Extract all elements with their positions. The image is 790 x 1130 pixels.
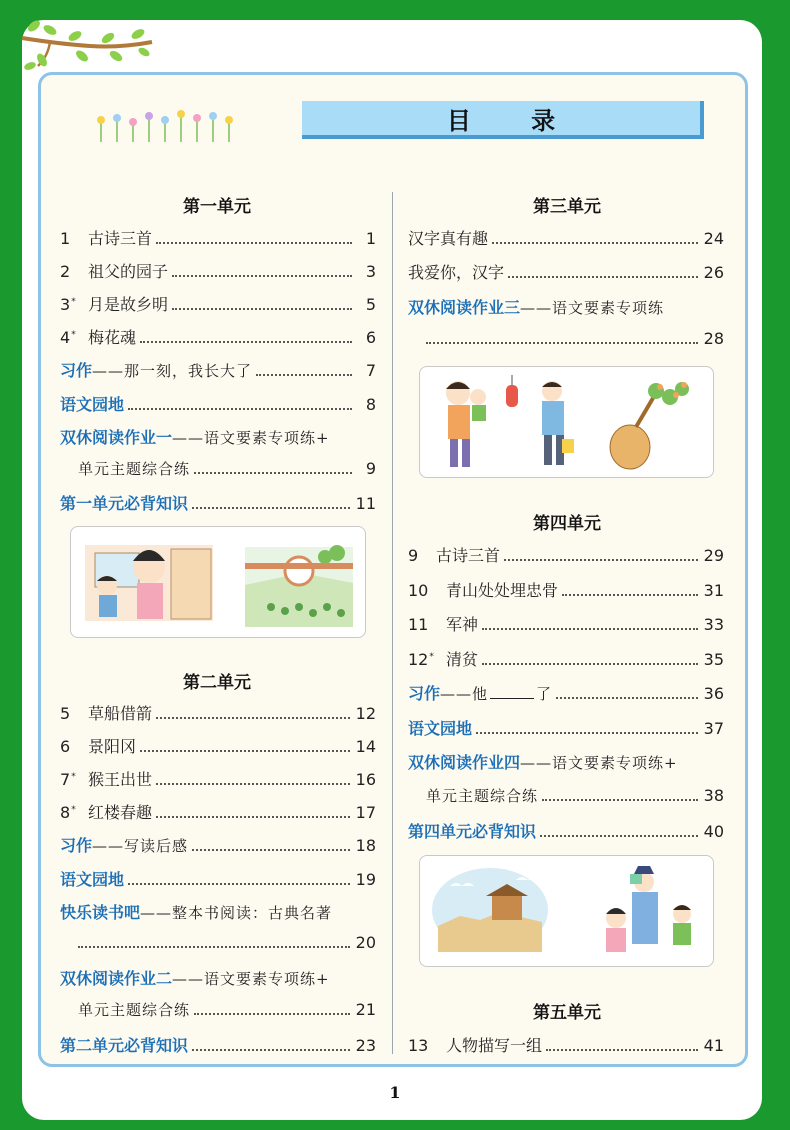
illustration-unit1 bbox=[70, 526, 366, 638]
star-mark: * bbox=[71, 296, 76, 307]
leader-dots bbox=[128, 883, 350, 885]
leader-dots bbox=[156, 717, 350, 719]
leader-dots bbox=[562, 594, 698, 596]
leader-dots bbox=[540, 835, 698, 837]
leader-dots bbox=[156, 783, 350, 785]
toc-entry[interactable] bbox=[408, 578, 724, 600]
star-mark: * bbox=[71, 804, 76, 815]
star-mark: * bbox=[71, 771, 76, 782]
toc-entry[interactable] bbox=[60, 966, 376, 988]
page-ref: 28 bbox=[703, 329, 724, 348]
page-ref: 35 bbox=[703, 650, 724, 669]
section-subtitle: ——语文要素专项练+ bbox=[172, 429, 330, 447]
section-title: 双休阅读作业三 bbox=[408, 298, 521, 317]
section-title: 快乐读书吧 bbox=[60, 903, 141, 922]
lesson-title: 草船借箭 bbox=[88, 704, 153, 723]
page-number: 1 bbox=[389, 1083, 401, 1102]
section-title: 习作 bbox=[408, 684, 441, 703]
section-subtitle: ——语文要素专项练+ bbox=[520, 754, 678, 772]
page-ref: 16 bbox=[355, 770, 376, 789]
section-subtitle: ——那一刻，我长大了 bbox=[92, 362, 253, 380]
toc-entry[interactable] bbox=[408, 1033, 724, 1055]
lesson-title: 古诗三首 bbox=[88, 229, 153, 248]
section-subtitle: 单元主题综合练 bbox=[78, 1001, 191, 1019]
star-mark: * bbox=[71, 329, 76, 340]
toc-entry[interactable] bbox=[60, 259, 376, 281]
lesson-number: 2 bbox=[60, 262, 71, 281]
leader-dots bbox=[492, 242, 698, 244]
leader-dots bbox=[140, 341, 352, 343]
lesson-number: 11 bbox=[408, 615, 429, 634]
section-subtitle: ——他 bbox=[440, 685, 489, 703]
toc-entry[interactable] bbox=[60, 833, 376, 855]
lesson-title: 猴王出世 bbox=[88, 770, 153, 789]
lesson-number: 4 bbox=[60, 328, 71, 347]
page-ref: 6 bbox=[365, 328, 376, 347]
leader-dots bbox=[78, 946, 350, 948]
page-ref: 14 bbox=[355, 737, 376, 756]
flowers-decoration bbox=[93, 106, 239, 146]
lesson-title: 我爱你，汉字 bbox=[408, 263, 505, 282]
leader-dots bbox=[556, 697, 698, 699]
toc-entry[interactable] bbox=[60, 900, 376, 922]
toc-entry[interactable] bbox=[408, 260, 724, 282]
leader-dots bbox=[482, 628, 698, 630]
star-mark: * bbox=[429, 651, 434, 662]
page-ref: 38 bbox=[703, 786, 724, 805]
toc-entry[interactable] bbox=[78, 458, 376, 480]
lesson-title: 军神 bbox=[446, 615, 479, 634]
toc-entry[interactable] bbox=[408, 819, 724, 841]
toc-entry[interactable] bbox=[408, 681, 724, 703]
lesson-title: 人物描写一组 bbox=[446, 1036, 543, 1055]
leader-dots bbox=[546, 1049, 698, 1051]
page-ref: 9 bbox=[365, 459, 376, 478]
section-subtitle: 了 bbox=[536, 685, 553, 703]
section-title: 双休阅读作业一 bbox=[60, 428, 173, 447]
toc-entry[interactable] bbox=[78, 999, 376, 1021]
toc-entry[interactable] bbox=[60, 292, 376, 314]
section-subtitle: 单元主题综合练 bbox=[426, 787, 539, 805]
page-ref: 18 bbox=[355, 836, 376, 855]
page-ref: 17 bbox=[355, 803, 376, 822]
lesson-title: 梅花魂 bbox=[88, 328, 137, 347]
toc-entry[interactable] bbox=[408, 543, 724, 565]
lesson-title: 月是故乡明 bbox=[88, 295, 169, 314]
leader-dots bbox=[156, 816, 350, 818]
toc-entry[interactable] bbox=[60, 358, 376, 380]
page-ref: 23 bbox=[355, 1036, 376, 1055]
lesson-title: 清贫 bbox=[446, 650, 479, 669]
toc-entry[interactable] bbox=[408, 226, 724, 248]
page-ref: 12 bbox=[355, 704, 376, 723]
page-ref: 19 bbox=[355, 870, 376, 889]
lesson-number: 6 bbox=[60, 737, 71, 756]
toc-entry[interactable] bbox=[60, 325, 376, 347]
toc-entry[interactable] bbox=[60, 392, 376, 414]
toc-entry[interactable] bbox=[60, 491, 376, 513]
unit5-heading: 第五单元 bbox=[533, 1003, 601, 1023]
leader-dots bbox=[476, 732, 698, 734]
toc-entry[interactable] bbox=[408, 612, 724, 634]
section-title: 双休阅读作业二 bbox=[60, 969, 173, 988]
section-subtitle: ——写读后感 bbox=[92, 837, 189, 855]
lesson-number: 7 bbox=[60, 770, 71, 789]
unit4-heading: 第四单元 bbox=[533, 514, 601, 534]
page-title: 目 录 bbox=[446, 106, 582, 135]
leader-dots bbox=[482, 663, 698, 665]
lesson-title: 青山处处埋忠骨 bbox=[446, 581, 559, 600]
section-subtitle: ——语文要素专项练+ bbox=[172, 970, 330, 988]
leader-dots bbox=[192, 849, 350, 851]
toc-entry[interactable] bbox=[60, 1033, 376, 1055]
section-title: 语文园地 bbox=[60, 870, 125, 889]
section-title: 语文园地 bbox=[408, 719, 473, 738]
page-ref: 36 bbox=[703, 684, 724, 703]
page-ref: 26 bbox=[703, 263, 724, 282]
lesson-number: 10 bbox=[408, 581, 429, 600]
lesson-number: 9 bbox=[408, 546, 419, 565]
lesson-title: 祖父的园子 bbox=[88, 262, 169, 281]
page-ref: 21 bbox=[355, 1000, 376, 1019]
page-ref: 11 bbox=[355, 494, 376, 513]
toc-entry[interactable] bbox=[60, 226, 376, 248]
page-ref: 33 bbox=[703, 615, 724, 634]
lesson-title: 红楼春趣 bbox=[88, 803, 153, 822]
leader-dots bbox=[256, 374, 352, 376]
leader-dots bbox=[426, 342, 698, 344]
lesson-number: 3 bbox=[60, 295, 71, 314]
section-title: 习作 bbox=[60, 361, 93, 380]
lesson-title: 景阳冈 bbox=[88, 737, 137, 756]
section-title: 第二单元必背知识 bbox=[60, 1036, 189, 1055]
page-ref: 31 bbox=[703, 581, 724, 600]
toc-entry[interactable] bbox=[60, 767, 376, 789]
leader-dots bbox=[192, 1049, 350, 1051]
toc-entry[interactable] bbox=[60, 800, 376, 822]
toc-entry[interactable] bbox=[60, 425, 376, 447]
toc-entry[interactable] bbox=[60, 701, 376, 723]
leader-dots bbox=[172, 275, 352, 277]
page-ref: 37 bbox=[703, 719, 724, 738]
lesson-title: 汉字真有趣 bbox=[408, 229, 489, 248]
leader-dots bbox=[156, 242, 352, 244]
unit3-heading: 第三单元 bbox=[533, 197, 601, 217]
leader-dots bbox=[542, 799, 698, 801]
lesson-number: 8 bbox=[60, 803, 71, 822]
column-divider bbox=[392, 192, 393, 1054]
leader-dots bbox=[192, 507, 350, 509]
illustration-unit4 bbox=[419, 855, 714, 967]
page-ref: 24 bbox=[703, 229, 724, 248]
leader-dots bbox=[128, 408, 352, 410]
section-subtitle: ——整本书阅读：古典名著 bbox=[140, 904, 333, 922]
section-subtitle: 单元主题综合练 bbox=[78, 460, 191, 478]
title-banner bbox=[302, 101, 704, 139]
section-title: 语文园地 bbox=[60, 395, 125, 414]
page-ref: 5 bbox=[365, 295, 376, 314]
toc-entry[interactable] bbox=[78, 933, 376, 955]
lesson-number: 1 bbox=[60, 229, 71, 248]
toc-entry[interactable] bbox=[426, 329, 724, 351]
leader-dots bbox=[194, 1013, 350, 1015]
toc-entry[interactable] bbox=[426, 785, 724, 807]
lesson-number: 12 bbox=[408, 650, 429, 669]
leader-dots bbox=[508, 276, 698, 278]
unit2-heading: 第二单元 bbox=[183, 673, 251, 693]
page-ref: 29 bbox=[703, 546, 724, 565]
page-ref: 7 bbox=[365, 361, 376, 380]
toc-entry[interactable] bbox=[408, 716, 724, 738]
section-title: 第四单元必背知识 bbox=[408, 822, 537, 841]
leader-dots bbox=[140, 750, 350, 752]
leader-dots bbox=[194, 472, 352, 474]
page-ref: 8 bbox=[365, 395, 376, 414]
section-title: 双休阅读作业四 bbox=[408, 753, 521, 772]
toc-entry[interactable] bbox=[60, 867, 376, 889]
lesson-number: 13 bbox=[408, 1036, 429, 1055]
illustration-unit3 bbox=[419, 366, 714, 478]
page-ref: 20 bbox=[355, 933, 376, 952]
page-ref: 3 bbox=[365, 262, 376, 281]
section-title: 习作 bbox=[60, 836, 93, 855]
branch-decoration bbox=[20, 16, 155, 74]
page-ref: 1 bbox=[365, 229, 376, 248]
toc-entry[interactable] bbox=[408, 647, 724, 669]
lesson-title: 古诗三首 bbox=[436, 546, 501, 565]
toc-entry[interactable] bbox=[408, 750, 724, 772]
leader-dots bbox=[504, 559, 698, 561]
leader-dots bbox=[172, 308, 352, 310]
toc-entry[interactable] bbox=[60, 734, 376, 756]
page-ref: 40 bbox=[703, 822, 724, 841]
page-ref: 41 bbox=[703, 1036, 724, 1055]
section-subtitle: ——语文要素专项练 bbox=[520, 299, 665, 317]
section-title: 第一单元必背知识 bbox=[60, 494, 189, 513]
toc-entry[interactable] bbox=[408, 295, 724, 317]
unit1-heading: 第一单元 bbox=[183, 197, 251, 217]
lesson-number: 5 bbox=[60, 704, 71, 723]
fill-blank bbox=[490, 685, 534, 699]
